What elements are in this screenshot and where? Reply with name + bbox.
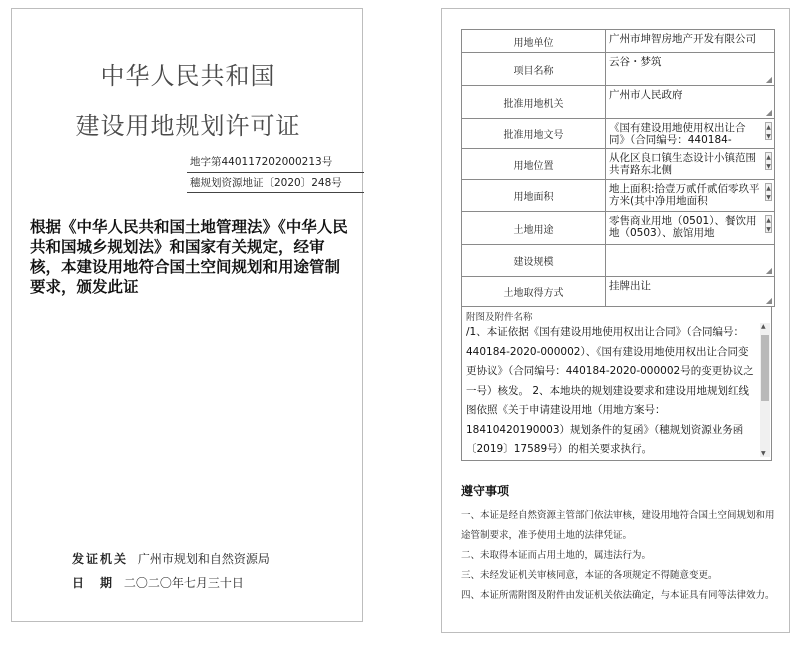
rule-item: 二、未取得本证而占用土地的，属违法行为。	[461, 550, 652, 561]
certificate-number: 地字第440117202000213号	[190, 156, 333, 168]
acquisition-method-field[interactable]	[606, 277, 775, 307]
attachments-scrollbar[interactable]	[760, 323, 770, 457]
resize-grip-icon[interactable]: ◢	[765, 296, 772, 305]
resize-grip-icon[interactable]: ◢	[765, 75, 772, 84]
field-value: 从化区良口镇生态设计小镇范围共青路东北侧	[609, 152, 756, 176]
scroll-spinner-icon[interactable]: ▲ ▼	[766, 124, 771, 140]
field-value: 《国有建设用地使用权出让合同》（合同编号：440184-	[609, 122, 746, 146]
table-row	[462, 180, 775, 212]
field-value: 云谷・梦筑	[609, 56, 662, 68]
table-row	[462, 86, 775, 119]
rules-list	[461, 506, 779, 606]
row-label: 用地单位	[462, 30, 606, 53]
table-row	[462, 277, 775, 307]
date-line	[72, 574, 244, 591]
table-row	[462, 245, 775, 277]
divider	[187, 192, 364, 193]
construction-scale-field[interactable]	[606, 245, 775, 277]
table-row	[462, 53, 775, 86]
legal-basis-text: 根据《中华人民共和国土地管理法》《中华人民共和国城乡规划法》和国家有关规定，经审核，本建设用地符合国土空间规划和用途管制要求，颁发此证	[30, 217, 348, 296]
rules-heading: 遵守事项	[461, 484, 510, 498]
certificate-title: 建设用地规划许可证	[75, 112, 301, 140]
issuer-value: 广州市规划和自然资源局	[137, 552, 270, 566]
certificate-detail-page	[441, 8, 790, 633]
row-label: 建设规模	[462, 245, 606, 277]
row-label: 土地取得方式	[462, 277, 606, 307]
attachments-textarea[interactable]: /1、本证依据《国有建设用地使用权出让合同》（合同编号：440184-2020-000002）、《国有建设用地使用权出让合同变更协议》（合同编号：440184-2020-000002号的变更协议之一号）核发。 2、本地块的规划建设要求和建设用地规划红线图依照《关于申请建设用地（用地方案号：18410420190003）规划条件的复函》（穗规划资源业务函〔2019〕17589号）的相关要求执行。	[466, 326, 754, 455]
certificate-front-page	[11, 8, 363, 622]
country-title: 中华人民共和国	[100, 62, 276, 90]
field-value: 挂牌出让	[609, 280, 651, 292]
scroll-up-icon[interactable]: ▲	[761, 323, 766, 330]
scroll-spinner-icon[interactable]: ▲ ▼	[766, 154, 771, 170]
date-label: 日 期	[72, 576, 115, 590]
row-label: 用地面积	[462, 180, 606, 212]
issuer-line	[72, 550, 270, 567]
approval-authority-field[interactable]	[606, 86, 775, 119]
divider	[187, 172, 364, 173]
rule-item: 一、本证是经自然资源主管部门依法审核，建设用地符合国土空间规划和用途管制要求，准予使用土地的法律凭证。	[461, 510, 775, 541]
row-label: 批准用地机关	[462, 86, 606, 119]
scrollbar-thumb[interactable]	[761, 335, 769, 401]
land-info-table	[461, 29, 775, 307]
row-label: 项目名称	[462, 53, 606, 86]
land-area-field[interactable]	[606, 180, 775, 212]
date-value: 二〇二〇年七月三十日	[123, 576, 244, 590]
scroll-down-icon[interactable]: ▼	[761, 450, 766, 457]
rule-item: 四、本证所需附图及附件由发证机关依法确定，与本证具有同等法律效力。	[461, 590, 775, 601]
field-value: 广州市人民政府	[609, 89, 683, 101]
document-number: 穗规划资源地证〔2020〕248号	[190, 177, 342, 189]
land-location-field[interactable]	[606, 149, 775, 180]
field-value: 零售商业用地（0501）、餐饮用地（0503）、旅馆用地	[609, 215, 757, 239]
table-row	[462, 212, 775, 245]
scroll-spinner-icon[interactable]: ▲ ▼	[766, 185, 771, 201]
attachments-box	[461, 306, 772, 461]
approval-doc-field[interactable]	[606, 119, 775, 149]
field-value: 地上面积:拾壹万贰仟贰佰零玖平方米(其中净用地面积	[609, 183, 760, 207]
resize-grip-icon[interactable]: ◢	[765, 108, 772, 117]
attachments-title: 附图及附件名称	[466, 312, 533, 323]
issuer-label: 发证机关	[72, 552, 129, 566]
scroll-spinner-icon[interactable]: ▲ ▼	[766, 217, 771, 233]
field-value: 广州市坤智房地产开发有限公司	[609, 33, 756, 45]
land-unit-field[interactable]	[606, 30, 775, 53]
land-use-field[interactable]	[606, 212, 775, 245]
row-label: 批准用地文号	[462, 119, 606, 149]
row-label: 土地用途	[462, 212, 606, 245]
table-row	[462, 30, 775, 53]
table-row	[462, 119, 775, 149]
row-label: 用地位置	[462, 149, 606, 180]
resize-grip-icon[interactable]: ◢	[765, 266, 772, 275]
rule-item: 三、未经发证机关审核同意，本证的各项规定不得随意变更。	[461, 570, 718, 581]
field-value	[606, 245, 774, 276]
project-name-field[interactable]	[606, 53, 775, 86]
table-row	[462, 149, 775, 180]
